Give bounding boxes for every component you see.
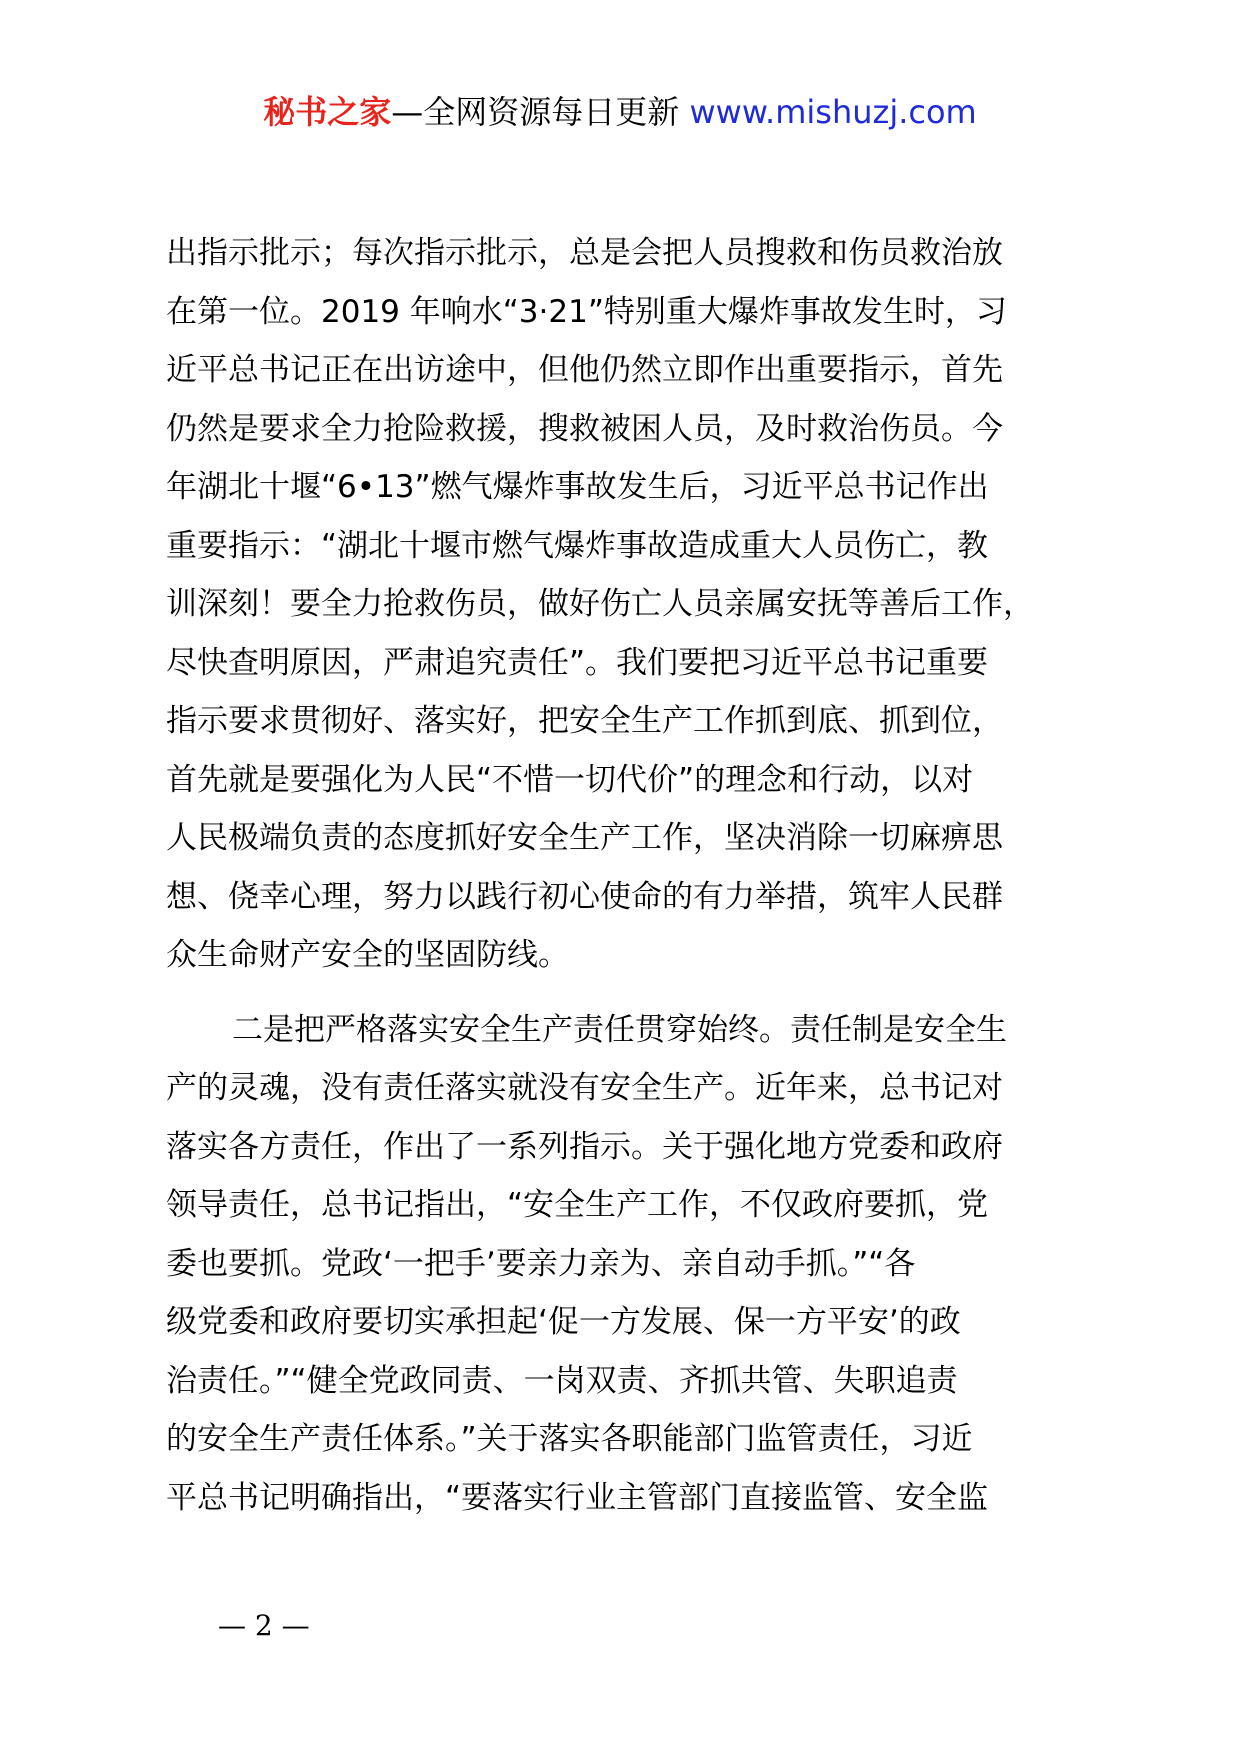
- text-line: 尽快查明原因，严肃追究责任”。我们要把习近平总书记重要: [166, 644, 989, 681]
- paragraph-1: [166, 224, 1086, 985]
- text-line: 指示要求贯彻好、落实好，把安全生产工作抓到底、抓到位，: [166, 703, 1003, 739]
- text-line: 年湖北十堰“6•13”燃气爆炸事故发生后，习近平总书记作出: [166, 469, 989, 505]
- text-line: 级党委和政府要切实承担起‘促一方发展、保一方平安’的政: [166, 1304, 961, 1340]
- document-body: [166, 224, 1086, 1527]
- text-line: 平总书记明确指出，“要落实行业主管部门直接监管、安全监: [166, 1479, 989, 1516]
- text-line: 领导责任，总书记指出，“安全生产工作，不仅政府要抓，党: [166, 1187, 989, 1223]
- site-url[interactable]: www.mishuzj.com: [689, 93, 977, 131]
- text-line: 二是把严格落实安全生产责任贯穿始终。责任制是安全生: [232, 1011, 1007, 1048]
- text-line: 产的灵魂，没有责任落实就没有安全生产。近年来，总书记对: [166, 1070, 1003, 1106]
- text-line: 想、侥幸心理，努力以践行初心使命的有力举措，筑牢人民群: [166, 878, 1003, 915]
- text-line: 出指示批示；每次指示批示，总是会把人员搜救和伤员救治放: [166, 235, 1003, 271]
- text-line: 仍然是要求全力抢险救援，搜救被困人员，及时救治伤员。今: [166, 410, 1003, 447]
- text-line: 训深刻！要全力抢救伤员，做好伤亡人员亲属安抚等善后工作，: [166, 586, 1034, 622]
- header-slogan: —全网资源每日更新: [391, 93, 690, 131]
- text-line: 首先就是要强化为人民“不惜一切代价”的理念和行动，以对: [166, 761, 974, 798]
- brand-name: 秘书之家: [263, 93, 392, 131]
- text-line: 重要指示：“湖北十堰市燃气爆炸事故造成重大人员伤亡，教: [166, 527, 989, 564]
- paragraph-2: [166, 1001, 1086, 1528]
- text-line: 落实各方责任，作出了一系列指示。关于强化地方党委和政府: [166, 1128, 1003, 1165]
- page-number: — 2 —: [218, 1609, 310, 1642]
- text-line: 治责任。”“健全党政同责、一岗双责、齐抓共管、失职追责: [166, 1362, 958, 1399]
- text-line: 众生命财产安全的坚固防线。: [166, 937, 569, 973]
- text-line: 近平总书记正在出访途中，但他仍然立即作出重要指示，首先: [166, 352, 1003, 388]
- text-line: 委也要抓。党政‘一把手’要亲力亲为、亲自动手抓。”“各: [166, 1245, 916, 1282]
- text-line: 的安全生产责任体系。”关于落实各职能部门监管责任，习近: [166, 1421, 973, 1457]
- text-line: 人民极端负责的态度抓好安全生产工作，坚决消除一切麻痹思: [166, 820, 1003, 856]
- text-line: 在第一位。2019 年响水“3·21”特别重大爆炸事故发生时，习: [166, 293, 1007, 330]
- site-header: [0, 88, 1240, 136]
- paragraph-spacer: [166, 985, 1086, 1001]
